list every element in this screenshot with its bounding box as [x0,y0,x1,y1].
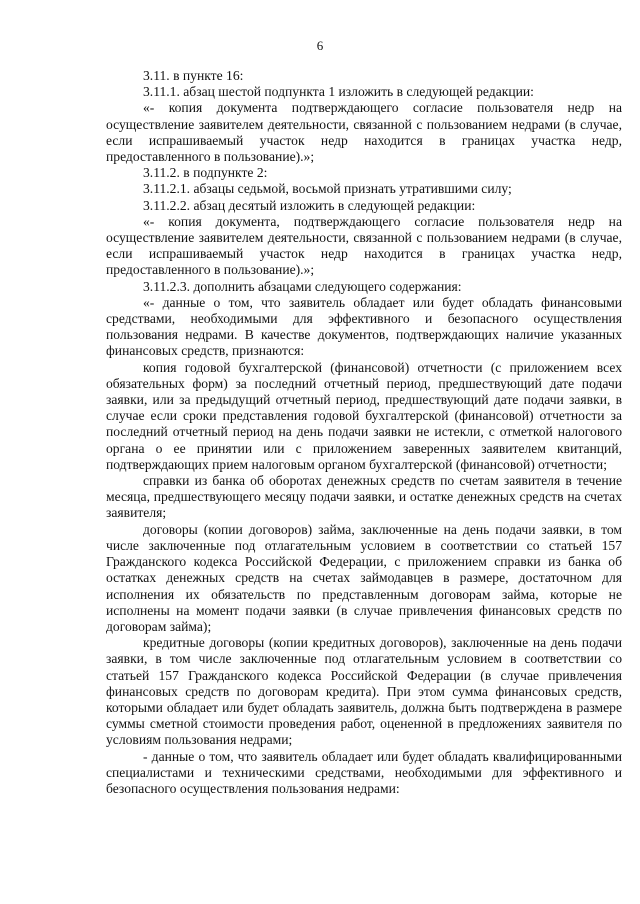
paragraph-financial-data: «- данные о том, что заявитель обладает или будет обладать финансовыми средствами, необходимыми для эффективного и безопасного осуществления пользования недрами. В качестве документов, подтверждающих наличие указанных финансовых средств, признаются: [106,294,622,359]
paragraph-3-11-2-1: 3.11.2.1. абзацы седьмой, восьмой признать утратившими силу; [143,181,512,197]
paragraph-3-11-2-3: 3.11.2.3. дополнить абзацами следующего содержания: [143,278,462,294]
paragraph-quote-2: «- копия документа, подтверждающего согласие пользователя недр на осуществление заявителем деятельности, связанной с пользованием недрами (в случае, если испрашиваемый участок недр находится в границах участка недр, предоставленного в пользование).»; [106,213,622,278]
paragraph-annual-report: копия годовой бухгалтерской (финансовой) отчетности (с приложением всех обязательных форм) за последний отчетный период, предшествующий дате подачи заявки, или за предыдущий отчетный период, предшествующий дате подачи заявки, в случае если сроки представления годовой бухгалтерской (финансовой) отчетности за последний отчетный период на день подачи заявки не истекли, с отметкой налогового органа о ее принятии или с приложением заверенных заявителем квитанций, подтверждающих прием налоговым органом бухгалтерской (финансовой) отчетности; [106,359,622,472]
document-body [106,68,622,797]
paragraph-specialists: - данные о том, что заявитель обладает или будет обладать квалифицированными специалистами и техническими средствами, необходимыми для эффективного и безопасного осуществления пользования недрами: [106,748,622,796]
paragraph-quote-1: «- копия документа подтверждающего согласие пользователя недр на осуществление заявителем деятельности, связанной с пользованием недрами (в случае, если испрашиваемый участок недр находится в границах участка недр, предоставленного в пользование).»; [106,100,622,165]
page-number: 6 [316,38,324,53]
paragraph-3-11-1: 3.11.1. абзац шестой подпункта 1 изложить в следующей редакции: [143,84,534,100]
paragraph-3-11: 3.11. в пункте 16: [143,68,244,83]
paragraph-3-11-2: 3.11.2. в подпункте 2: [143,165,268,181]
paragraph-bank-statements: справки из банка об оборотах денежных средств по счетам заявителя в течение месяца, предшествующего месяцу подачи заявки, и остатке денежных средств на счетах заявителя; [106,473,622,521]
paragraph-loan-agreements: договоры (копии договоров) займа, заключенные на день подачи заявки, в том числе заключенные под отлагательным условием в соответствии со статьей 157 Гражданского кодекса Российской Федерации, с приложением справки из банка об остатках денежных средств на счетах займодавцев в размере, достаточном для исполнения их обязательств по представленным договорам займа, которые не исполнены на момент подачи заявки (в случае привлечения финансовых средств по договорам займа); [106,521,622,634]
paragraph-3-11-2-2: 3.11.2.2. абзац десятый изложить в следующей редакции: [143,197,476,213]
paragraph-credit-agreements: кредитные договоры (копии кредитных договоров), заключенные на день подачи заявки, в том числе заключенные под отлагательным условием в соответствии со статьей 157 Гражданского кодекса Российской Федерации (в случае привлечения финансовых средств по договорам кредита). При этом сумма финансовых средств, которыми обладает или будет обладать заявитель, должна быть подтверждена в размере суммы сметной стоимости проведения работ, оцененной в предложениях заявителя по условиям пользования недрами; [106,635,622,748]
